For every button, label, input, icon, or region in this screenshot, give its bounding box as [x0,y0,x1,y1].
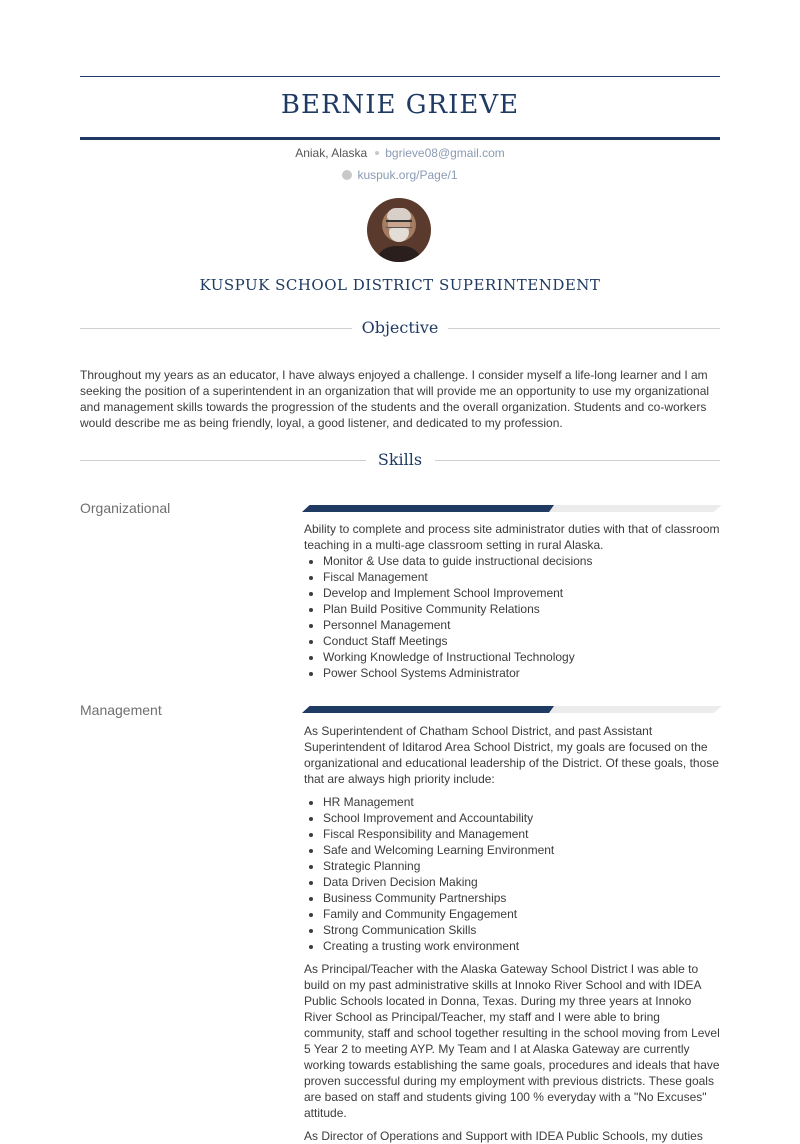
skills-title: Skills [377,450,423,469]
website-line [80,167,720,183]
email-link[interactable]: bgrieve08@gmail.com [385,146,505,160]
list-item: • Plan Build Positive Community Relations [323,601,720,617]
skill-label-management: Management [80,702,162,718]
contact-line [80,145,720,161]
list-item: • Develop and Implement School Improvement [323,585,720,601]
list-item: • Fiscal Management [323,569,720,585]
list-item: • Fiscal Responsibility and Management [323,826,720,842]
objective-title: Objective [361,318,439,337]
list-item: • Personnel Management [323,617,720,633]
skill-intro: As Superintendent of Chatham School District, and past Assistant Superintendent of Iditarod Area School District, my goals are focused on the organizational and educational leadership of the District. Of these goals, those that are always high priority include: [304,724,719,786]
globe-icon [342,170,352,180]
objective-heading [80,317,720,341]
name-underline [80,137,720,140]
list-item: • Strategic Planning [323,858,720,874]
list-item: • Monitor & Use data to guide instructional decisions [323,553,720,569]
list-item: • Working Knowledge of Instructional Technology [323,649,720,665]
job-title: KUSPUK SCHOOL DISTRICT SUPERINTENDENT [199,276,601,294]
location: Aniak, Alaska [295,146,368,160]
list-item: • Data Driven Decision Making [323,874,720,890]
skill-label-organizational: Organizational [80,500,171,516]
skill-paragraph: As Director of Operations and Support with IDEA Public Schools, my duties [304,1129,703,1143]
top-rule [80,76,720,77]
candidate-name: BERNIE GRIEVE [280,90,520,120]
objective-text: Throughout my years as an educator, I have always enjoyed a challenge. I consider myself a life-long learner and I am seeking the position of a superintendent in an organization that will provide me an opportunity to use my organizational and management skills towards the progression of the students and the overall organization. Students and co-workers would describe me as being friendly, loyal, a good listener, and dedicated to my profession. [80,368,710,430]
list-item: • HR Management [323,794,720,810]
skill-level-bar [302,505,722,512]
list-item: • Safe and Welcoming Learning Environment [323,842,720,858]
separator-dot-icon [375,151,379,155]
list-item: • Power School Systems Administrator [323,665,720,681]
skill-paragraph: As Principal/Teacher with the Alaska Gateway School District I was able to build on my past administrative skills at Innoko River School and with IDEA Public Schools located in Donna, Texas. During my three years at Innoko River School as Principal/Teacher, my staff and I were able to bring community, staff and school together resulting in the school moving from Level 5 Year 2 to meeting AYP. My Team and I at Alaska Gateway are currently working towards establishing the same goals, procedures and ideals that have proven successful during my employment with previous districts. These goals are based on staff and students giving 100 % everyday with a "No Excuses" attitude. [304,962,720,1120]
skill-description-management [304,723,720,1144]
skill-bullet-list [304,794,720,954]
list-item: • Conduct Staff Meetings [323,633,720,649]
skills-heading [80,449,720,473]
skill-description-organizational [304,521,720,681]
list-item: • School Improvement and Accountability [323,810,720,826]
skill-intro: Ability to complete and process site administrator duties with that of classroom teaching in a multi-age classroom setting in rural Alaska. [304,522,720,552]
skill-bullet-list [304,553,720,681]
website-link[interactable]: kuspuk.org/Page/1 [357,168,458,182]
list-item: • Family and Community Engagement [323,906,720,922]
skill-level-bar [302,706,722,713]
list-item: • Creating a trusting work environment [323,938,720,954]
list-item: • Business Community Partnerships [323,890,720,906]
profile-photo [367,198,431,262]
list-item: • Strong Communication Skills [323,922,720,938]
